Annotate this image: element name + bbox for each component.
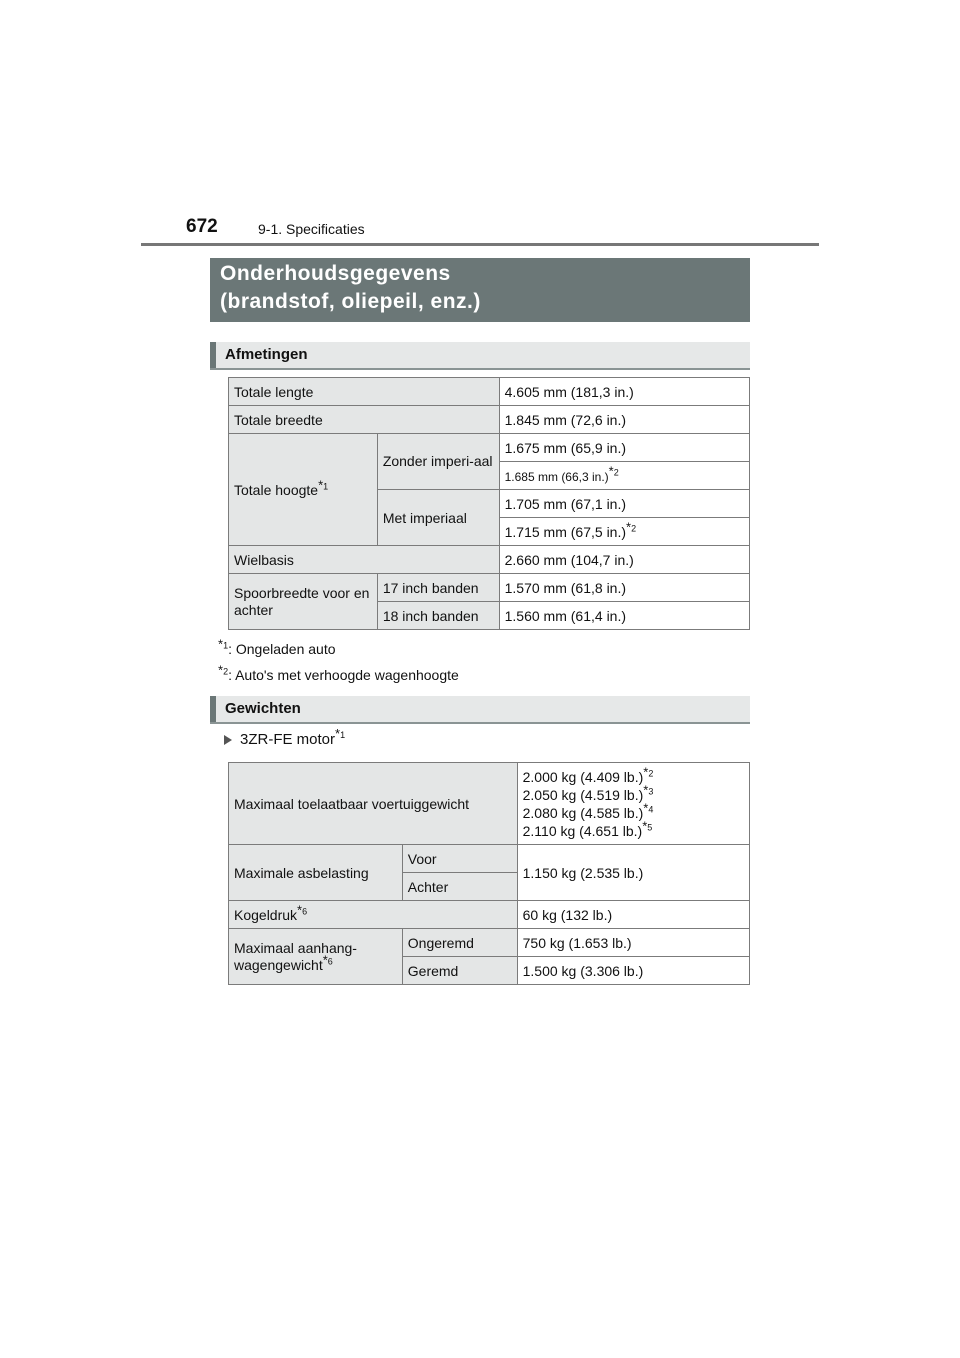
- footnote-text: : Auto's met verhoogde wagenhoogte: [228, 667, 459, 683]
- kogeldruk-label: Kogeldruk: [234, 906, 298, 923]
- label-cell: Wielbasis: [229, 546, 500, 574]
- footnote-number: 6: [302, 905, 308, 916]
- value-text: 1.685 mm (66,3 in.): [504, 469, 609, 484]
- footnote-number: 4: [648, 803, 654, 814]
- engine-bullet: [224, 726, 346, 748]
- value-cell: 750 kg (1.653 lb.): [517, 929, 749, 957]
- sublabel-cell: 18 inch banden: [377, 602, 499, 630]
- sublabel-cell: Met imperiaal: [377, 490, 499, 546]
- section-title: 9-1. Specificaties: [258, 221, 365, 237]
- footnote-mark: *: [608, 462, 614, 478]
- value-line: [522, 763, 744, 786]
- value-text: 2.000 kg (4.409 lb.): [522, 768, 644, 785]
- gewichten-table: [228, 762, 750, 985]
- page-number: 672: [186, 216, 218, 237]
- footnote-number: 6: [327, 955, 333, 966]
- label-cell: [229, 901, 518, 929]
- page-title-line1: Onderhoudsgegevens: [220, 262, 451, 285]
- value-cell: 1.845 mm (72,6 in.): [499, 406, 749, 434]
- value-cell: 1.675 mm (65,9 in.): [499, 434, 749, 462]
- sublabel-cell: Ongeremd: [402, 929, 517, 957]
- footnote-number: 1: [340, 730, 346, 740]
- footnote-mark: *: [643, 781, 649, 797]
- value-cell: 1.500 kg (3.306 lb.): [517, 957, 749, 985]
- label-cell: [229, 929, 403, 985]
- table-row: [229, 929, 750, 957]
- footnote-mark: *: [626, 518, 632, 534]
- table-row: [229, 901, 750, 929]
- gewichten-heading: Gewichten: [225, 700, 301, 717]
- value-text: 2.050 kg (4.519 lb.): [522, 786, 644, 803]
- gewichten-heading-bar: [210, 696, 750, 724]
- afmetingen-heading-bar: [210, 342, 750, 370]
- label-cell: [229, 434, 378, 546]
- footnote-mark: *: [218, 662, 224, 678]
- sublabel-cell: 17 inch banden: [377, 574, 499, 602]
- footnote-mark: *: [297, 901, 303, 917]
- value-cell: [499, 518, 749, 546]
- sublabel-cell: Geremd: [402, 957, 517, 985]
- label-cell: Totale breedte: [229, 406, 500, 434]
- footnote-mark: *: [643, 763, 649, 779]
- header-rule: [141, 243, 819, 246]
- table-row: [229, 763, 750, 845]
- footnote-1: [218, 636, 336, 657]
- page-title-line2: (brandstof, oliepeil, enz.): [220, 290, 481, 313]
- afmetingen-heading: Afmetingen: [225, 346, 308, 363]
- value-cell: 4.605 mm (181,3 in.): [499, 378, 749, 406]
- footnote-number: 2: [648, 767, 654, 778]
- footnote-mark: *: [642, 817, 648, 833]
- footnote-mark: *: [218, 636, 224, 652]
- value-line: [522, 817, 744, 840]
- footnote-mark: *: [322, 951, 328, 967]
- table-row: [229, 406, 750, 434]
- footnote-mark: *: [643, 799, 649, 815]
- sublabel-cell: Voor: [402, 845, 517, 873]
- label-cell: Maximale asbelasting: [229, 845, 403, 901]
- aanhang-label: Maximaal aanhang-wagengewicht: [234, 939, 357, 973]
- value-line: [522, 799, 744, 822]
- table-row: [229, 574, 750, 602]
- label-cell: Totale lengte: [229, 378, 500, 406]
- footnote-mark: *: [335, 726, 341, 741]
- heading-accent: [210, 342, 216, 368]
- label-cell: Spoorbreedte voor en achter: [229, 574, 378, 630]
- value-cell: [499, 462, 749, 490]
- label-cell: Maximaal toelaatbaar voertuiggewicht: [229, 763, 518, 845]
- value-cell: 2.660 mm (104,7 in.): [499, 546, 749, 574]
- value-cell: 1.705 mm (67,1 in.): [499, 490, 749, 518]
- totale-hoogte-label: Totale hoogte: [234, 481, 319, 498]
- engine-label: 3ZR-FE motor: [240, 731, 336, 748]
- table-row: [229, 378, 750, 406]
- value-text: 1.715 mm (67,5 in.): [504, 523, 627, 540]
- table-row: [229, 546, 750, 574]
- table-row: [229, 845, 750, 873]
- value-line: [522, 781, 744, 804]
- value-cell: 60 kg (132 lb.): [517, 901, 749, 929]
- heading-accent: [210, 696, 216, 722]
- footnote-number: 1: [223, 640, 229, 651]
- table-row: [229, 434, 750, 462]
- value-cell: [517, 763, 749, 845]
- page-title-box: [210, 258, 750, 322]
- triangle-bullet-icon: [224, 735, 232, 745]
- footnote-number: 5: [647, 821, 653, 832]
- value-cell: 1.560 mm (61,4 in.): [499, 602, 749, 630]
- footnote-number: 2: [631, 522, 637, 533]
- value-cell: 1.570 mm (61,8 in.): [499, 574, 749, 602]
- footnote-number: 2: [613, 466, 619, 477]
- footnote-text: : Ongeladen auto: [228, 641, 336, 657]
- footnote-number: 2: [223, 666, 229, 677]
- sublabel-cell: Zonder imperi-aal: [377, 434, 499, 490]
- sublabel-cell: Achter: [402, 873, 517, 901]
- footnote-2: [218, 662, 459, 683]
- afmetingen-table: [228, 377, 750, 630]
- value-text: 2.080 kg (4.585 lb.): [522, 804, 644, 821]
- footnote-mark: *: [318, 476, 324, 492]
- footnote-number: 3: [648, 785, 654, 796]
- value-text: 2.110 kg (4.651 lb.): [522, 822, 643, 839]
- value-cell: 1.150 kg (2.535 lb.): [517, 845, 749, 901]
- footnote-number: 1: [323, 480, 329, 491]
